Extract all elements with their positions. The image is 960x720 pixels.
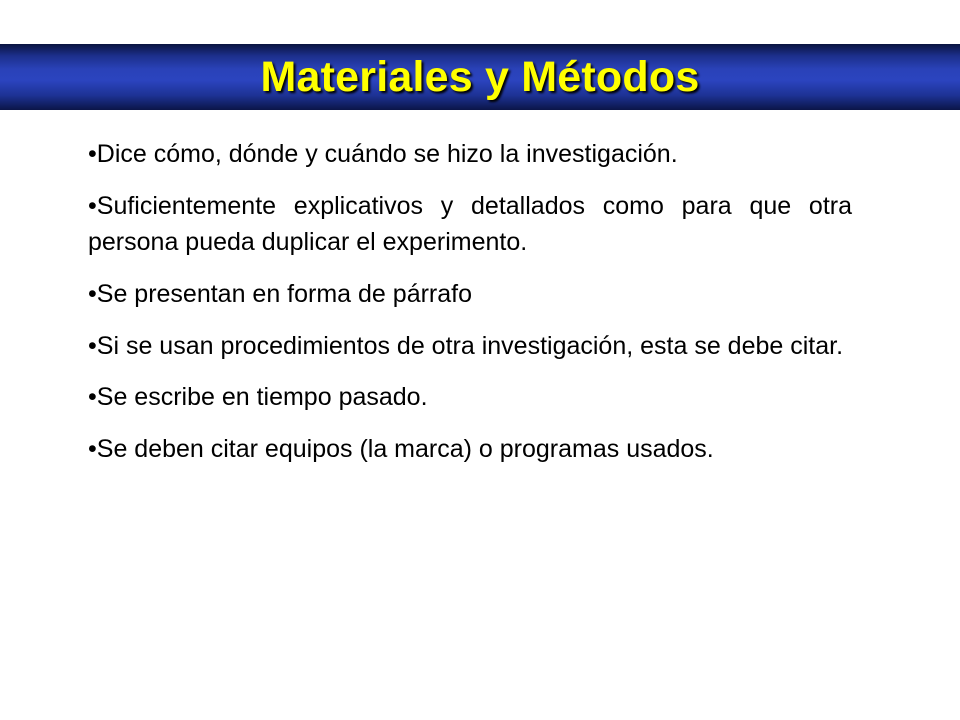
bullet-marker: • <box>88 383 97 411</box>
title-bar <box>0 44 960 110</box>
bullet-text: Dice cómo, dónde y cuándo se hizo la investigación. <box>96 140 678 168</box>
bullet-item <box>88 188 852 260</box>
bullet-text: Si se usan procedimientos de otra investigación, esta se debe citar. <box>96 332 844 360</box>
slide-title: Materiales y Métodos <box>260 52 700 101</box>
bullet-text: Se presentan en forma de párrafo <box>96 280 472 308</box>
bullet-item <box>88 328 852 364</box>
bullet-item <box>88 431 852 467</box>
bullet-marker: • <box>88 435 97 463</box>
bullet-marker: • <box>88 280 97 308</box>
bullet-text: Suficientemente explicativos y detallados como para que otra persona pueda duplicar el experimento. <box>88 192 852 256</box>
bullet-item <box>88 136 852 172</box>
bullet-item <box>88 276 852 312</box>
bullet-text: Se escribe en tiempo pasado. <box>96 383 428 411</box>
bullet-item <box>88 379 852 415</box>
bullet-marker: • <box>88 140 97 168</box>
bullet-marker: • <box>88 192 97 220</box>
bullet-marker: • <box>88 332 97 360</box>
bullet-list <box>88 136 852 480</box>
bullet-text: Se deben citar equipos (la marca) o programas usados. <box>96 435 714 463</box>
